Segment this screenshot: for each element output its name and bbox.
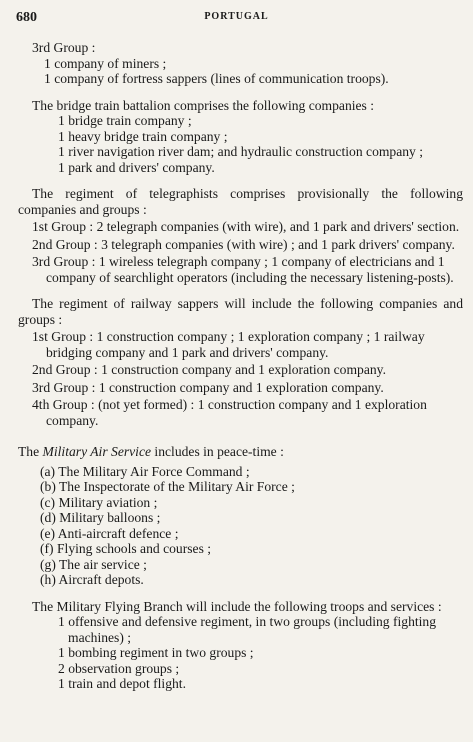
list-item: 1 park and drivers' company. (58, 159, 215, 175)
telegraph-list (18, 219, 463, 285)
list-item: 1 company of fortress sappers (lines of communication troops). (44, 71, 389, 86)
list-item: 2 observation groups ; (58, 660, 180, 676)
list-item: 1 heavy bridge train company ; (58, 128, 228, 144)
list-item: 1 train and depot flight. (58, 676, 186, 691)
list-item: (h) Aircraft depots. (40, 572, 144, 587)
list-item: 1 offensive and defensive regiment, in two groups (including fighting machines) ; (58, 614, 437, 645)
list-item: 1 river navigation river dam; and hydraulic construction company ; (58, 144, 424, 159)
list-item: 1 bombing regiment in two groups ; (58, 645, 254, 660)
group3-title: 3rd Group : (32, 40, 96, 55)
page-header (16, 10, 457, 26)
list-item: (b) The Inspectorate of the Military Air Force ; (40, 479, 295, 494)
list-item: (a) The Military Air Force Command ; (40, 463, 250, 479)
air-intro-prefix: The (18, 444, 43, 459)
list-item: 1st Group : 2 telegraph companies (with wire), and 1 park and drivers' section. (32, 219, 460, 234)
air-list (18, 464, 463, 588)
list-item: (f) Flying schools and courses ; (40, 541, 212, 556)
list-item: 4th Group : (not yet formed) : 1 construction company and 1 exploration company. (32, 397, 427, 428)
air-service-intro (18, 444, 463, 460)
bridge-intro: The bridge train battalion comprises the following companies : (32, 97, 375, 113)
flying-intro: The Military Flying Branch will include the following troops and services : (32, 598, 442, 614)
railway-intro: The regiment of railway sappers will include the following companies and groups : (18, 296, 463, 327)
group3-section (18, 40, 463, 87)
bridge-list (18, 113, 463, 175)
list-item: 1 company of miners ; (44, 55, 167, 71)
flying-list (18, 614, 463, 692)
list-item: 1 bridge train company ; (58, 113, 192, 128)
list-item: 3rd Group : 1 construction company and 1 exploration company. (32, 379, 384, 395)
list-item: (c) Military aviation ; (40, 494, 158, 510)
running-title: PORTUGAL (204, 11, 269, 22)
railway-list (18, 329, 463, 428)
list-item: 1st Group : 1 construction company ; 1 exploration company ; 1 railway bridging company and 1 park and drivers' company. (32, 329, 425, 360)
telegraph-intro: The regiment of telegraphists comprises provisionally the following companies and groups : (18, 186, 463, 217)
list-item: (e) Anti-aircraft defence ; (40, 525, 179, 541)
list-item: 3rd Group : 1 wireless telegraph company ; 1 company of electricians and 1 company of searchlight operators (including the necessary listening-posts). (32, 254, 454, 285)
list-item: (g) The air service ; (40, 556, 147, 572)
page-body (18, 40, 463, 692)
list-item: 2nd Group : 3 telegraph companies (with wire) ; and 1 park drivers' company. (32, 236, 455, 252)
page-number: 680 (16, 10, 37, 25)
air-intro-italic: Military Air Service (42, 444, 152, 459)
list-item: (d) Military balloons ; (40, 510, 161, 525)
air-intro-suffix: includes in peace-time : (151, 444, 284, 459)
list-item: 2nd Group : 1 construction company and 1 exploration company. (32, 362, 386, 377)
